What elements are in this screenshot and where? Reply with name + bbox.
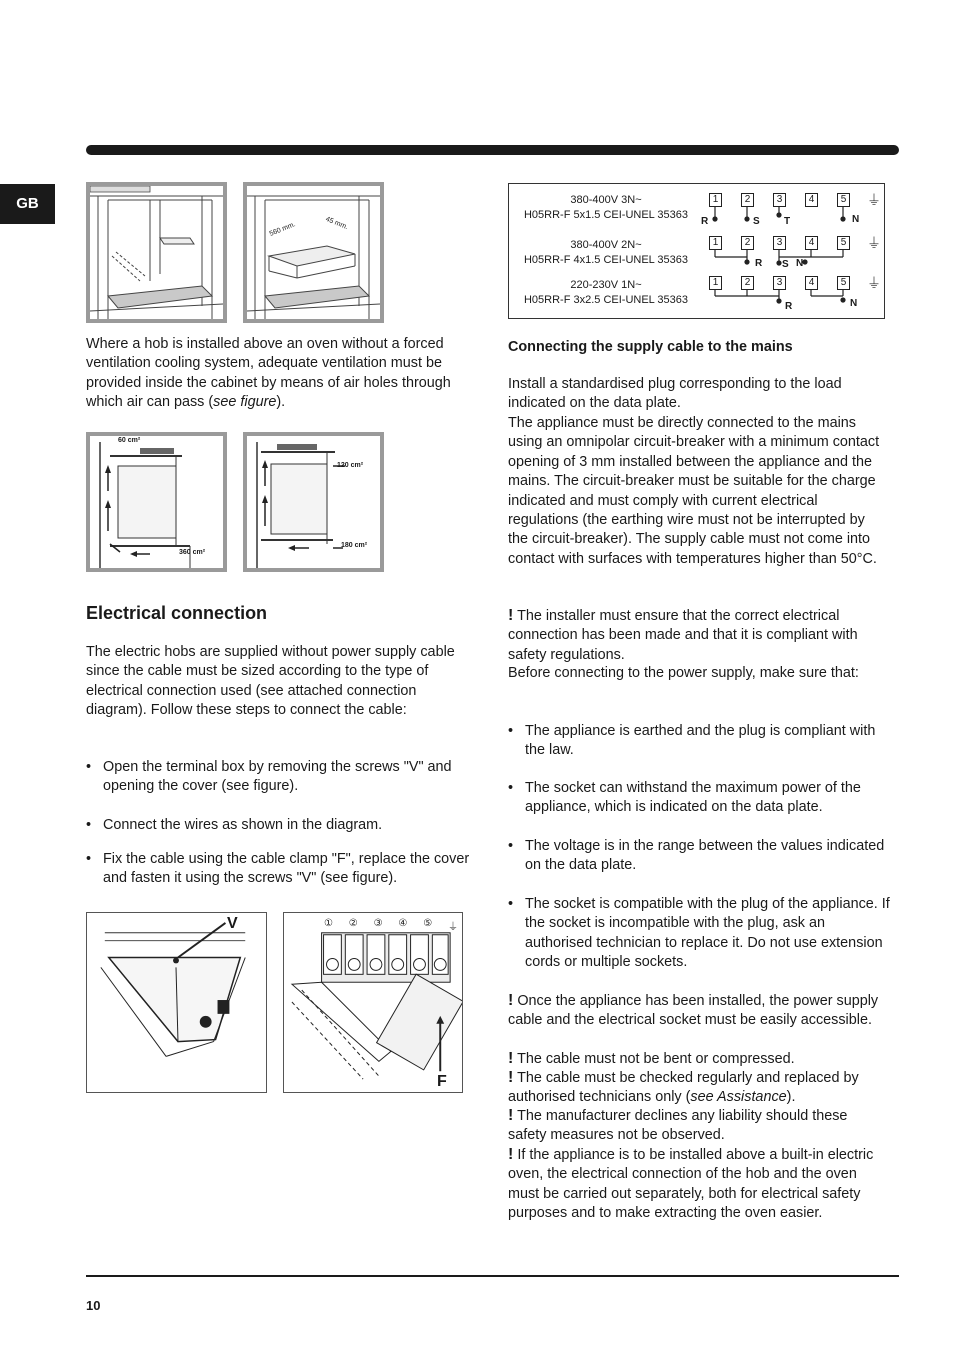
terminal-box: 3 [773,193,786,207]
electrical-intro: The electric hobs are supplied without power supply cable since the cable must be sized according to the type of electrical connection used (see attached connection diagram). Follow these steps to connect the cable: [86,644,455,719]
wiring-row-label: 380-400V 2N~ H05RR-F 4x1.5 CEI-UNEL 35363 [523,239,689,266]
check-item: • The socket is compatible with the plug of the appliance. If the socket is incompatible with the plug, ask an authorised technician to replace it. Do not use extension cords or multiple sockets. [508,895,895,973]
phase-letter: R [755,258,763,269]
terminal-box: 3 [773,236,786,250]
vent-label-60: 60 cm² [118,437,141,444]
plug-paragraph: Install a standardised plug corresponding to the load indicated on the data plate. [508,376,842,412]
screw-label-v: V [227,915,238,932]
warning-icon: ! [508,607,514,624]
step-item: • Open the terminal box by removing the screws "V" and opening the cover (see figure). [86,758,469,797]
ventilation-figure-2 [243,432,384,572]
step-item: • Connect the wires as shown in the diagram. [86,816,469,835]
liability-warning: ! The manufacturer declines any liability should these safety measures not be observed. [508,1107,848,1144]
earth-icon: ⏚ [447,922,458,933]
step-item: • Fix the cable using the cable clamp "F", replace the cover and fasten it using the screws "V" (see figure). [86,850,473,889]
terminal-number: ⑤ [423,918,433,929]
warning-icon: ! [508,1069,514,1086]
terminal-box-figure [86,912,267,1093]
phase-letter: R [701,216,709,227]
earth-icon: ⏚ [867,275,881,291]
phase-letter: R [785,301,793,312]
warning-icon: ! [508,1107,514,1124]
cabinet-figure-2 [243,182,384,323]
language-tab: GB [0,184,55,224]
ventilation-figure-1 [86,432,227,572]
phase-letter: N [852,214,860,225]
cabinet-figure-1 [86,182,227,323]
terminal-number: ① [324,918,333,929]
vent-label-180: 180 cm² [341,542,368,549]
terminal-number: ④ [398,918,408,929]
terminal-number: ③ [373,918,383,929]
phase-letter: T [784,216,791,227]
vent-label-360: 360 cm² [179,549,206,556]
circuit-breaker-paragraph: The appliance must be directly connected to the mains using an omnipolar circuit-breaker with a minimum contact opening of 3 mm installed between the appliance and the mains. The circuit-breaker must be suitable for the charge indicated and must comply with current electrical regulations (the earthing wire must not be interrupted by the circuit-breaker). The supply cable must not come into contact with surfaces with temperatures higher than 50°C. [508,415,880,567]
terminal-block-figure [283,912,463,1093]
check-item: • The socket can withstand the maximum power of the appliance, which is indicated on the data plate. [508,779,899,818]
dimension-label-560: 560 mm. [268,221,297,238]
check-item: • The appliance is earthed and the plug is compliant with the law. [508,722,895,761]
supply-cable-subtitle: Connecting the supply cable to the mains [508,339,793,355]
wiring-row-label: 220-230V 1N~ H05RR-F 3x2.5 CEI-UNEL 35363 [523,279,689,306]
terminal-box: 2 [741,193,754,207]
bend-warning: ! The cable must not be bent or compressed. [508,1050,795,1067]
phase-letter: S [782,259,789,270]
terminal-number-row [324,918,458,933]
warning-icon: ! [508,1146,514,1163]
clamp-label-f: F [437,1073,447,1090]
warning-icon: ! [508,1050,514,1067]
terminal-box: 2 [741,236,754,250]
warning-icon: ! [508,992,514,1009]
phase-letter: N [850,298,858,309]
bottom-rule [86,1275,899,1277]
terminal-box: 2 [741,276,754,290]
phase-letter: N [796,258,804,269]
terminal-box: 4 [805,276,818,290]
phase-letter: S [753,216,760,227]
terminal-box: 5 [837,193,850,207]
check-item: • The voltage is in the range between the values indicated on the data plate. [508,837,895,876]
vent-label-120: 120 cm² [337,462,364,469]
terminal-box: 5 [837,236,850,250]
oven-warning: ! If the appliance is to be installed above a built-in electric oven, the electrical connection of the hob and the oven must be carried out separately, both for electrical safety purposes and to make extracting the oven easier. [508,1146,874,1222]
terminal-box: 3 [773,276,786,290]
dimension-label-45: 45 mm. [324,215,349,232]
ventilation-text: Where a hob is installed above an oven without a forced ventilation cooling system, adequate ventilation must be provided inside the cabinet by means of air holes through which air can pass (see figure). [86,336,451,411]
terminal-number: ② [348,918,358,929]
terminal-box: 1 [709,236,722,250]
earth-icon: ⏚ [867,235,881,251]
terminal-box: 5 [837,276,850,290]
inspection-warning: ! The cable must be checked regularly and replaced by authorised technicians only (see Assistance). [508,1069,859,1106]
terminal-box: 1 [709,276,722,290]
pre-connection-text: Before connecting to the power supply, make sure that: [508,665,859,681]
section-title: Electrical connection [86,603,268,623]
page-number: 10 [86,1298,101,1313]
wiring-lines [509,184,886,320]
earth-icon: ⏚ [867,192,881,208]
terminal-box: 1 [709,193,722,207]
wiring-diagram [508,183,885,319]
terminal-box: 4 [805,236,818,250]
terminal-box: 4 [805,193,818,207]
top-rule [86,145,899,155]
wiring-row-label: 380-400V 3N~ H05RR-F 5x1.5 CEI-UNEL 35363 [523,194,689,221]
installer-warning: ! The installer must ensure that the correct electrical connection has been made and that it is compliant with safety regulations. [508,607,858,663]
accessibility-warning: ! Once the appliance has been installed, the power supply cable and the electrical socket must be easily accessible. [508,992,879,1029]
